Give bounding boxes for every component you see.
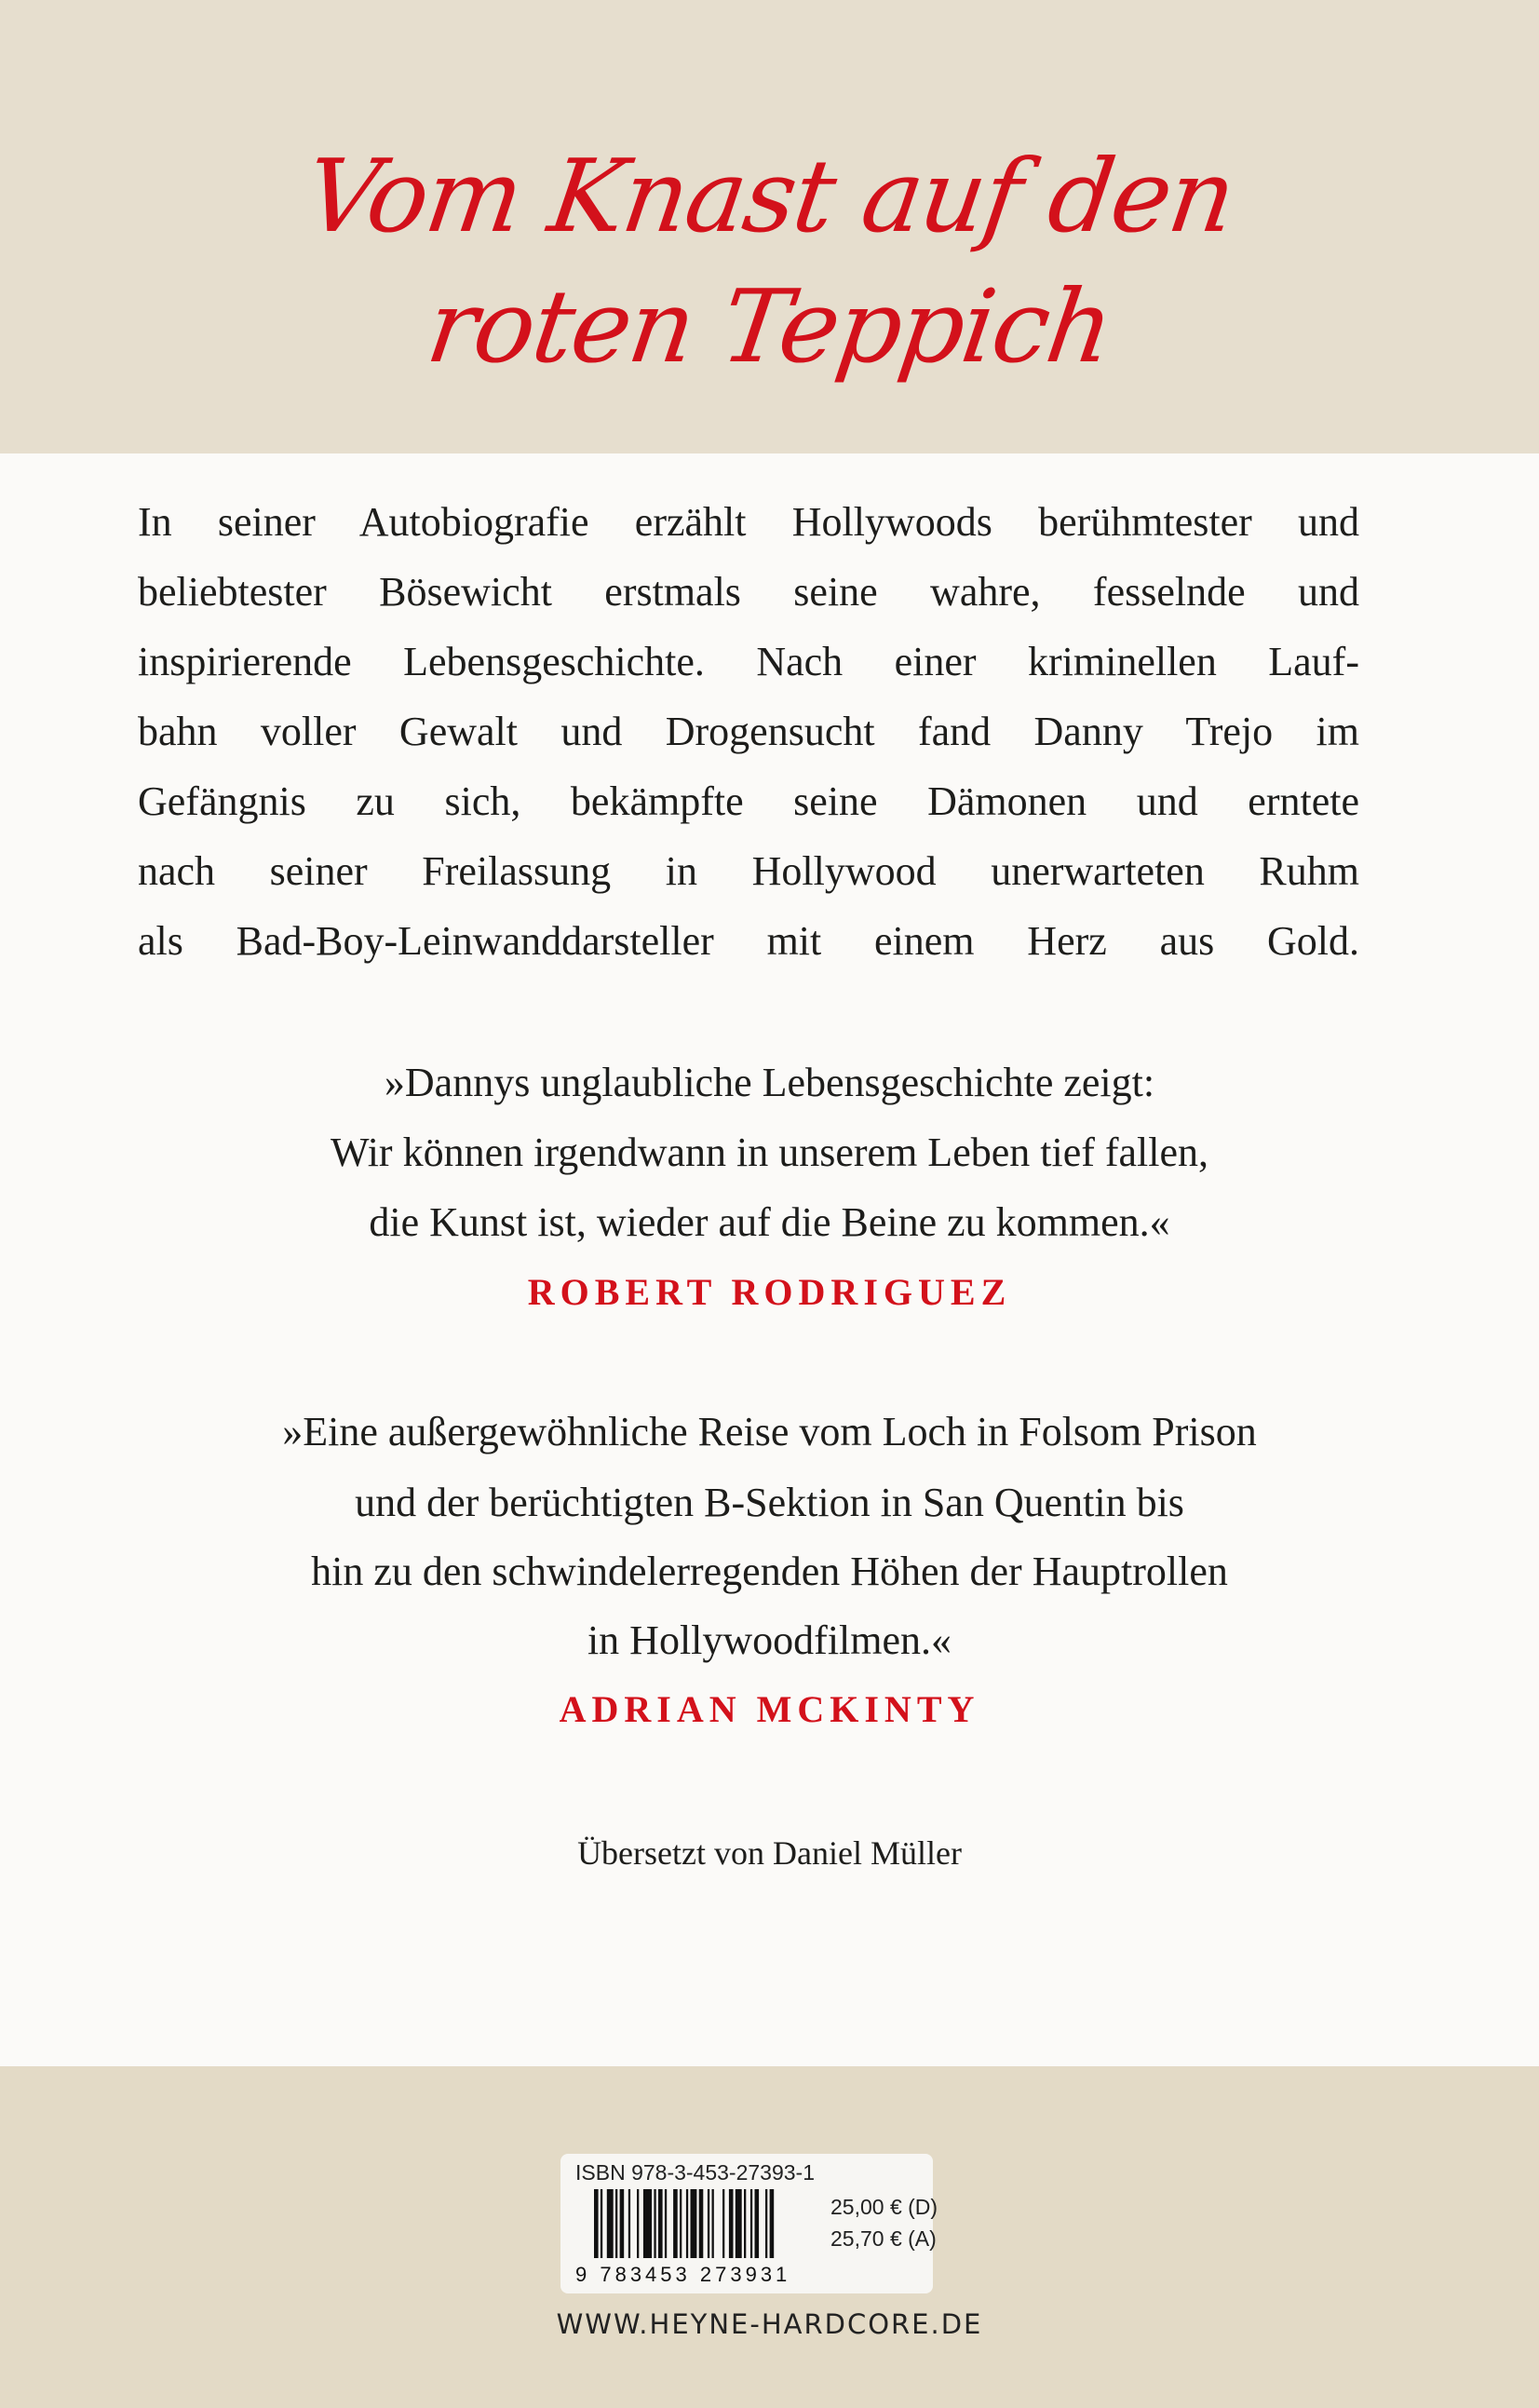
barcode-bar [750, 2189, 752, 2258]
quote-line: hin zu den schwindelerregenden Höhen der Hauptrollen [311, 1549, 1228, 1594]
translator-credit: Übersetzt von Daniel Müller [577, 1834, 962, 1872]
barcode [594, 2189, 814, 2258]
barcode-bar [680, 2189, 682, 2258]
quote-author: ADRIAN MCKINTY [559, 1688, 980, 1730]
barcode-bar [708, 2189, 709, 2258]
barcode-bar [607, 2189, 614, 2258]
barcode-label [560, 2154, 938, 2293]
barcode-bar [770, 2189, 775, 2258]
quote-line: die Kunst ist, wieder auf die Beine zu kommen.« [369, 1199, 1170, 1245]
barcode-bar [729, 2189, 734, 2258]
barcode-bar [615, 2189, 617, 2258]
quote-line: »Dannys unglaubliche Lebensgeschichte zeigt: [384, 1060, 1155, 1105]
quote-line: Wir können irgendwann in unserem Leben tief fallen, [330, 1130, 1209, 1175]
blurb-line: In seiner Autobiografie erzählt Hollywoods berühmtester und [138, 499, 1359, 545]
barcode-bar [699, 2189, 704, 2258]
barcode-bar [654, 2189, 655, 2258]
barcode-bar [601, 2189, 602, 2258]
barcode-bar [637, 2189, 639, 2258]
barcode-bar [712, 2189, 714, 2258]
barcode-bar [686, 2189, 688, 2258]
publisher-website: WWW.HEYNE-HARDCORE.DE [556, 2308, 983, 2340]
isbn-text: ISBN 978-3-453-27393-1 [575, 2160, 815, 2185]
barcode-digits: 9 783453 273931 [575, 2263, 791, 2286]
barcode-bar [620, 2189, 625, 2258]
price-germany: 25,00 € (D) [830, 2195, 938, 2219]
blurb-line: nach seiner Freilassung in Hollywood unerwarteten Ruhm [138, 848, 1359, 894]
quote-line: in Hollywoodfilmen.« [587, 1617, 952, 1663]
quote-line: »Eine außergewöhnliche Reise vom Loch in Folsom Prison [282, 1409, 1257, 1454]
barcode-bar [691, 2189, 697, 2258]
barcode-bar [665, 2189, 667, 2258]
barcode-bar [643, 2189, 652, 2258]
barcode-bar [628, 2189, 630, 2258]
quote-line: und der berüchtigten B-Sektion in San Quentin bis [355, 1480, 1184, 1525]
barcode-bar [673, 2189, 678, 2258]
price-austria: 25,70 € (A) [830, 2226, 937, 2251]
title-line-1: Vom Knast auf den [298, 139, 1241, 255]
title-line-2: roten Teppich [420, 269, 1119, 386]
barcode-bar [736, 2189, 742, 2258]
blurb-line: Gefängnis zu sich, bekämpfte seine Dämonen und erntete [138, 778, 1359, 824]
barcode-bar [658, 2189, 663, 2258]
blurb-line: inspirierende Lebensgeschichte. Nach einer kriminellen Lauf- [138, 639, 1359, 684]
barcode-bar [722, 2189, 724, 2258]
barcode-bar [755, 2189, 760, 2258]
quote-author: ROBERT RODRIGUEZ [527, 1271, 1012, 1313]
blurb-line: beliebtester Bösewicht erstmals seine wahre, fesselnde und [138, 569, 1359, 615]
blurb-line: bahn voller Gewalt und Drogensucht fand Danny Trejo im [138, 709, 1359, 754]
barcode-bar [765, 2189, 767, 2258]
barcode-bar [744, 2189, 746, 2258]
barcode-bar [594, 2189, 599, 2258]
blurb-line: als Bad-Boy-Leinwanddarsteller mit einem Herz aus Gold. [138, 918, 1359, 964]
